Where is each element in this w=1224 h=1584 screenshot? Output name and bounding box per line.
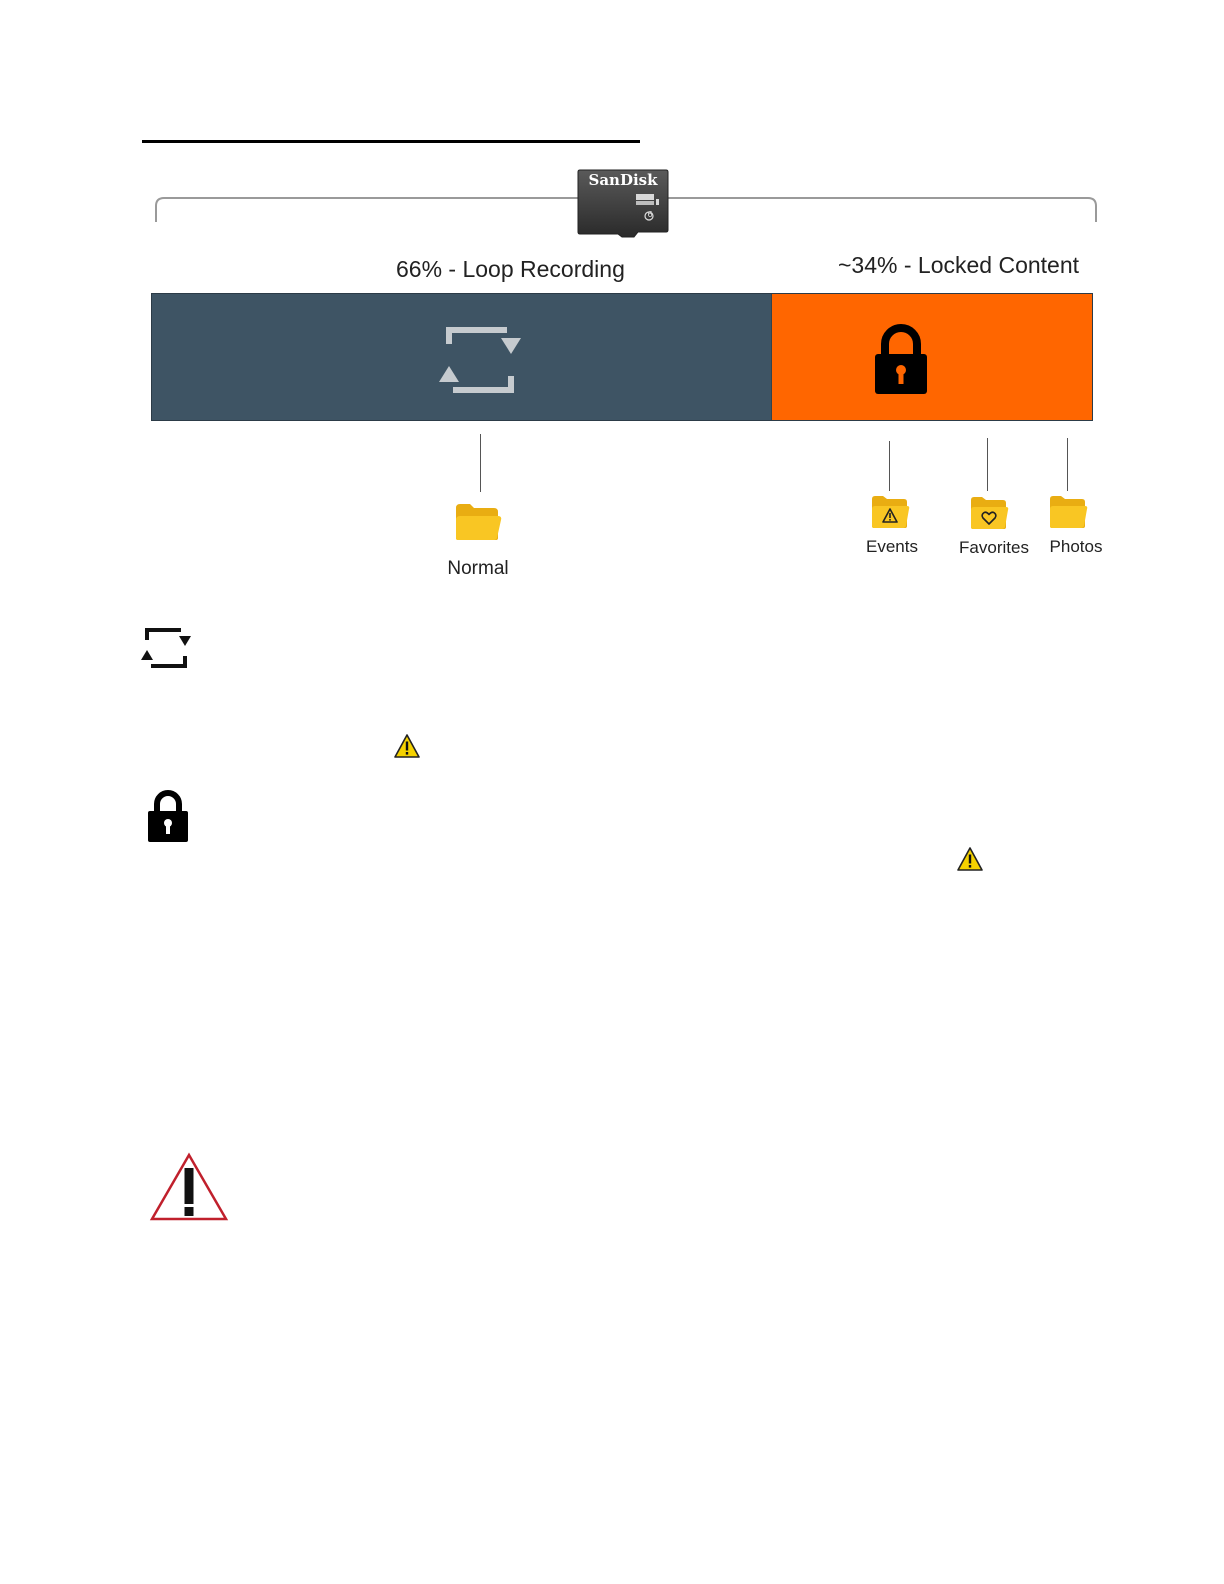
photos-folder-label: Photos bbox=[1049, 537, 1103, 556]
favorites-folder-label: Favorites bbox=[959, 538, 1029, 557]
caution-icon bbox=[149, 1152, 229, 1222]
storage-bar bbox=[151, 293, 1093, 421]
favorites-connector bbox=[987, 438, 988, 491]
normal-connector bbox=[480, 434, 481, 492]
card-brand: SanDisk bbox=[588, 171, 658, 189]
loop-icon bbox=[141, 626, 191, 670]
events-folder-icon bbox=[870, 494, 910, 530]
photos-connector bbox=[1067, 438, 1068, 491]
normal-folder-icon bbox=[454, 502, 502, 542]
card-grade-mark: 6 bbox=[647, 210, 653, 219]
locked-content-segment bbox=[772, 294, 1092, 420]
warning-icon bbox=[393, 733, 421, 759]
normal-folder-label: Normal bbox=[447, 558, 509, 579]
lock-icon bbox=[872, 324, 930, 396]
header-rule bbox=[142, 140, 640, 143]
loop-icon bbox=[439, 324, 521, 396]
locked-content-label: ~34% - Locked Content bbox=[838, 252, 1080, 278]
loop-recording-label: 66% - Loop Recording bbox=[396, 256, 625, 282]
lock-icon bbox=[147, 789, 189, 843]
events-folder-label: Events bbox=[866, 537, 918, 556]
photos-folder-icon bbox=[1048, 494, 1088, 530]
favorites-folder-icon bbox=[969, 495, 1009, 531]
events-connector bbox=[889, 441, 890, 491]
loop-recording-segment bbox=[152, 294, 772, 420]
warning-icon bbox=[956, 846, 984, 872]
